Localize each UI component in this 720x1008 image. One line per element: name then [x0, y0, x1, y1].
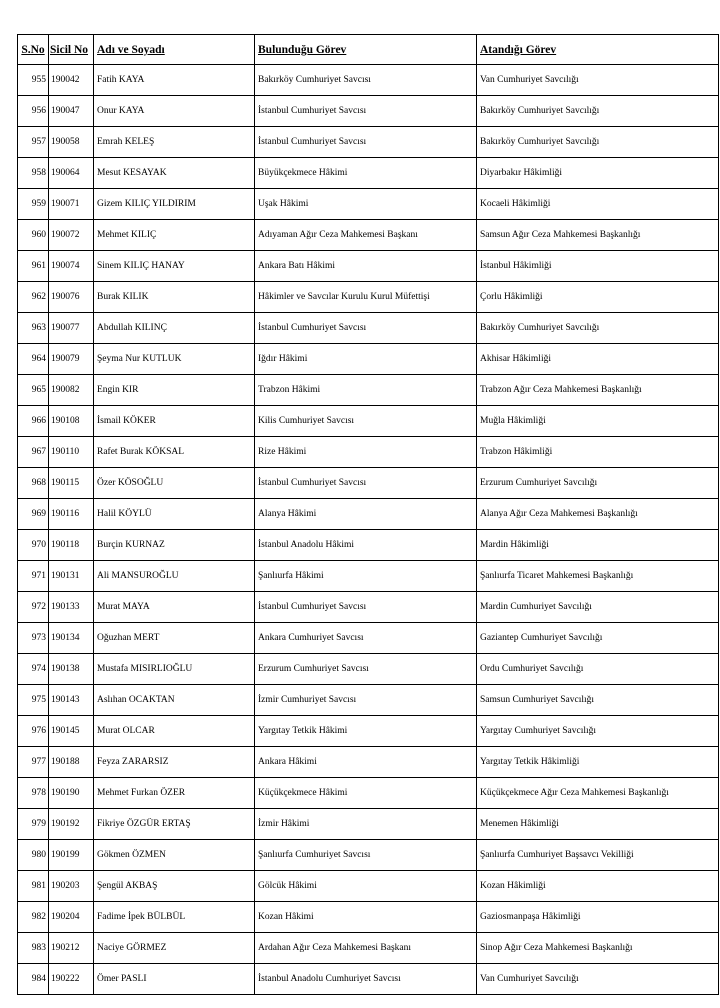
table-row [18, 685, 719, 716]
cell-name: Sinem KILIÇ HANAY [94, 251, 255, 282]
cell-sno: 981 [18, 871, 49, 902]
cell-assigned-post: Şanlıurfa Cumhuriyet Başsavcı Vekilliği [477, 840, 719, 871]
cell-sicil-no: 190134 [49, 623, 94, 654]
cell-current-post: İzmir Hâkimi [255, 809, 477, 840]
cell-current-post: Bakırköy Cumhuriyet Savcısı [255, 65, 477, 96]
cell-sicil-no: 190204 [49, 902, 94, 933]
table-row [18, 902, 719, 933]
cell-sno: 968 [18, 468, 49, 499]
cell-sicil-no: 190064 [49, 158, 94, 189]
cell-assigned-post: Erzurum Cumhuriyet Savcılığı [477, 468, 719, 499]
cell-assigned-post: Kocaeli Hâkimliği [477, 189, 719, 220]
cell-name: Mehmet Furkan ÖZER [94, 778, 255, 809]
cell-sno: 960 [18, 220, 49, 251]
cell-current-post: İstanbul Anadolu Cumhuriyet Savcısı [255, 964, 477, 995]
cell-assigned-post: Gaziantep Cumhuriyet Savcılığı [477, 623, 719, 654]
cell-sicil-no: 190190 [49, 778, 94, 809]
cell-sicil-no: 190072 [49, 220, 94, 251]
table-body [18, 65, 719, 995]
cell-current-post: İstanbul Cumhuriyet Savcısı [255, 313, 477, 344]
table-row [18, 530, 719, 561]
header-assigned-post: Atandığı Görev [477, 35, 719, 65]
cell-name: Feyza ZARARSIZ [94, 747, 255, 778]
cell-sicil-no: 190199 [49, 840, 94, 871]
table-row [18, 65, 719, 96]
cell-sicil-no: 190212 [49, 933, 94, 964]
cell-current-post: Yargıtay Tetkik Hâkimi [255, 716, 477, 747]
table-row [18, 933, 719, 964]
cell-name: Naciye GÖRMEZ [94, 933, 255, 964]
table-row [18, 747, 719, 778]
table-row [18, 871, 719, 902]
cell-sicil-no: 190203 [49, 871, 94, 902]
table-row [18, 96, 719, 127]
cell-sno: 976 [18, 716, 49, 747]
cell-sno: 967 [18, 437, 49, 468]
cell-sicil-no: 190115 [49, 468, 94, 499]
cell-name: Mehmet KILIÇ [94, 220, 255, 251]
table-row [18, 313, 719, 344]
cell-sno: 969 [18, 499, 49, 530]
cell-current-post: Adıyaman Ağır Ceza Mahkemesi Başkanı [255, 220, 477, 251]
table-row [18, 623, 719, 654]
table-row [18, 468, 719, 499]
cell-current-post: Kilis Cumhuriyet Savcısı [255, 406, 477, 437]
table-row [18, 654, 719, 685]
cell-assigned-post: Diyarbakır Hâkimliği [477, 158, 719, 189]
cell-current-post: İstanbul Cumhuriyet Savcısı [255, 592, 477, 623]
cell-assigned-post: Bakırköy Cumhuriyet Savcılığı [477, 96, 719, 127]
cell-sno: 965 [18, 375, 49, 406]
appointment-table [17, 34, 719, 995]
cell-assigned-post: Samsun Ağır Ceza Mahkemesi Başkanlığı [477, 220, 719, 251]
cell-name: Gizem KILIÇ YILDIRIM [94, 189, 255, 220]
cell-sicil-no: 190138 [49, 654, 94, 685]
cell-name: Aslıhan OCAKTAN [94, 685, 255, 716]
cell-sno: 980 [18, 840, 49, 871]
cell-sno: 962 [18, 282, 49, 313]
cell-assigned-post: Bakırköy Cumhuriyet Savcılığı [477, 127, 719, 158]
cell-current-post: Kozan Hâkimi [255, 902, 477, 933]
cell-current-post: İstanbul Anadolu Hâkimi [255, 530, 477, 561]
cell-sno: 974 [18, 654, 49, 685]
cell-name: Ömer PASLI [94, 964, 255, 995]
table-row [18, 127, 719, 158]
cell-name: Engin KIR [94, 375, 255, 406]
table-row [18, 716, 719, 747]
table-row [18, 220, 719, 251]
cell-current-post: Büyükçekmece Hâkimi [255, 158, 477, 189]
cell-current-post: Alanya Hâkimi [255, 499, 477, 530]
cell-current-post: Uşak Hâkimi [255, 189, 477, 220]
cell-sicil-no: 190145 [49, 716, 94, 747]
cell-sicil-no: 190192 [49, 809, 94, 840]
cell-sicil-no: 190131 [49, 561, 94, 592]
cell-name: Şengül AKBAŞ [94, 871, 255, 902]
table-header-row [18, 35, 719, 65]
cell-assigned-post: Van Cumhuriyet Savcılığı [477, 65, 719, 96]
cell-sno: 984 [18, 964, 49, 995]
cell-sicil-no: 190116 [49, 499, 94, 530]
cell-sicil-no: 190079 [49, 344, 94, 375]
cell-current-post: İstanbul Cumhuriyet Savcısı [255, 127, 477, 158]
cell-name: Murat OLCAR [94, 716, 255, 747]
table-row [18, 809, 719, 840]
cell-assigned-post: Kozan Hâkimliği [477, 871, 719, 902]
table-row [18, 158, 719, 189]
cell-sicil-no: 190118 [49, 530, 94, 561]
header-current-post: Bulunduğu Görev [255, 35, 477, 65]
cell-sicil-no: 190188 [49, 747, 94, 778]
cell-sno: 982 [18, 902, 49, 933]
cell-assigned-post: Yargıtay Tetkik Hâkimliği [477, 747, 719, 778]
cell-current-post: Trabzon Hâkimi [255, 375, 477, 406]
cell-current-post: Ardahan Ağır Ceza Mahkemesi Başkanı [255, 933, 477, 964]
table-row [18, 964, 719, 995]
cell-sno: 964 [18, 344, 49, 375]
table-row [18, 840, 719, 871]
cell-sno: 956 [18, 96, 49, 127]
cell-name: Ali MANSUROĞLU [94, 561, 255, 592]
cell-current-post: Ankara Hâkimi [255, 747, 477, 778]
cell-name: Gökmen ÖZMEN [94, 840, 255, 871]
cell-assigned-post: İstanbul Hâkimliği [477, 251, 719, 282]
table-row [18, 561, 719, 592]
cell-assigned-post: Van Cumhuriyet Savcılığı [477, 964, 719, 995]
cell-sicil-no: 190042 [49, 65, 94, 96]
cell-sicil-no: 190108 [49, 406, 94, 437]
cell-name: Burak KILIK [94, 282, 255, 313]
cell-sno: 978 [18, 778, 49, 809]
cell-assigned-post: Yargıtay Cumhuriyet Savcılığı [477, 716, 719, 747]
cell-name: İsmail KÖKER [94, 406, 255, 437]
cell-name: Mustafa MISIRLIOĞLU [94, 654, 255, 685]
cell-sicil-no: 190143 [49, 685, 94, 716]
cell-sicil-no: 190222 [49, 964, 94, 995]
cell-name: Burçin KURNAZ [94, 530, 255, 561]
table-row [18, 437, 719, 468]
header-sno: S.No [18, 35, 49, 65]
cell-name: Rafet Burak KÖKSAL [94, 437, 255, 468]
table-row [18, 251, 719, 282]
cell-sicil-no: 190071 [49, 189, 94, 220]
cell-sno: 966 [18, 406, 49, 437]
cell-current-post: Iğdır Hâkimi [255, 344, 477, 375]
cell-assigned-post: Muğla Hâkimliği [477, 406, 719, 437]
cell-sicil-no: 190047 [49, 96, 94, 127]
cell-assigned-post: Akhisar Hâkimliği [477, 344, 719, 375]
cell-current-post: Küçükçekmece Hâkimi [255, 778, 477, 809]
cell-sno: 970 [18, 530, 49, 561]
cell-sno: 957 [18, 127, 49, 158]
cell-sno: 958 [18, 158, 49, 189]
table-row [18, 778, 719, 809]
cell-sno: 963 [18, 313, 49, 344]
cell-sno: 973 [18, 623, 49, 654]
cell-assigned-post: Çorlu Hâkimliği [477, 282, 719, 313]
cell-current-post: Şanlıurfa Cumhuriyet Savcısı [255, 840, 477, 871]
cell-current-post: İstanbul Cumhuriyet Savcısı [255, 96, 477, 127]
cell-name: Abdullah KILINÇ [94, 313, 255, 344]
header-name: Adı ve Soyadı [94, 35, 255, 65]
cell-sno: 959 [18, 189, 49, 220]
cell-current-post: İzmir Cumhuriyet Savcısı [255, 685, 477, 716]
cell-assigned-post: Samsun Cumhuriyet Savcılığı [477, 685, 719, 716]
cell-sicil-no: 190058 [49, 127, 94, 158]
cell-sicil-no: 190074 [49, 251, 94, 282]
cell-assigned-post: Mardin Hâkimliği [477, 530, 719, 561]
cell-sno: 955 [18, 65, 49, 96]
cell-name: Emrah KELEŞ [94, 127, 255, 158]
cell-name: Fatih KAYA [94, 65, 255, 96]
table-row [18, 375, 719, 406]
table-row [18, 282, 719, 313]
cell-sno: 972 [18, 592, 49, 623]
cell-current-post: Rize Hâkimi [255, 437, 477, 468]
cell-assigned-post: Trabzon Hâkimliği [477, 437, 719, 468]
cell-sicil-no: 190082 [49, 375, 94, 406]
cell-name: Oğuzhan MERT [94, 623, 255, 654]
table-row [18, 406, 719, 437]
cell-sicil-no: 190133 [49, 592, 94, 623]
cell-assigned-post: Alanya Ağır Ceza Mahkemesi Başkanlığı [477, 499, 719, 530]
cell-assigned-post: Sinop Ağır Ceza Mahkemesi Başkanlığı [477, 933, 719, 964]
table-row [18, 499, 719, 530]
cell-assigned-post: Gaziosmanpaşa Hâkimliği [477, 902, 719, 933]
cell-name: Murat MAYA [94, 592, 255, 623]
cell-sno: 983 [18, 933, 49, 964]
header-sicil-no: Sicil No [49, 35, 94, 65]
cell-assigned-post: Şanlıurfa Ticaret Mahkemesi Başkanlığı [477, 561, 719, 592]
cell-assigned-post: Ordu Cumhuriyet Savcılığı [477, 654, 719, 685]
cell-assigned-post: Bakırköy Cumhuriyet Savcılığı [477, 313, 719, 344]
cell-sno: 971 [18, 561, 49, 592]
cell-name: Halil KÖYLÜ [94, 499, 255, 530]
cell-assigned-post: Küçükçekmece Ağır Ceza Mahkemesi Başkanlığı [477, 778, 719, 809]
cell-sicil-no: 190110 [49, 437, 94, 468]
cell-current-post: Hâkimler ve Savcılar Kurulu Kurul Müfettişi [255, 282, 477, 313]
cell-current-post: Ankara Cumhuriyet Savcısı [255, 623, 477, 654]
cell-name: Mesut KESAYAK [94, 158, 255, 189]
table-row [18, 344, 719, 375]
cell-sno: 975 [18, 685, 49, 716]
cell-sno: 979 [18, 809, 49, 840]
cell-sicil-no: 190076 [49, 282, 94, 313]
cell-sno: 961 [18, 251, 49, 282]
cell-current-post: Ankara Batı Hâkimi [255, 251, 477, 282]
cell-name: Onur KAYA [94, 96, 255, 127]
table-row [18, 189, 719, 220]
cell-assigned-post: Trabzon Ağır Ceza Mahkemesi Başkanlığı [477, 375, 719, 406]
cell-name: Fadime İpek BÜLBÜL [94, 902, 255, 933]
cell-sno: 977 [18, 747, 49, 778]
cell-name: Özer KÖSOĞLU [94, 468, 255, 499]
table-row [18, 592, 719, 623]
cell-current-post: Erzurum Cumhuriyet Savcısı [255, 654, 477, 685]
cell-sicil-no: 190077 [49, 313, 94, 344]
cell-current-post: İstanbul Cumhuriyet Savcısı [255, 468, 477, 499]
cell-assigned-post: Mardin Cumhuriyet Savcılığı [477, 592, 719, 623]
cell-assigned-post: Menemen Hâkimliği [477, 809, 719, 840]
cell-current-post: Şanlıurfa Hâkimi [255, 561, 477, 592]
cell-name: Şeyma Nur KUTLUK [94, 344, 255, 375]
cell-current-post: Gölcük Hâkimi [255, 871, 477, 902]
cell-name: Fikriye ÖZGÜR ERTAŞ [94, 809, 255, 840]
